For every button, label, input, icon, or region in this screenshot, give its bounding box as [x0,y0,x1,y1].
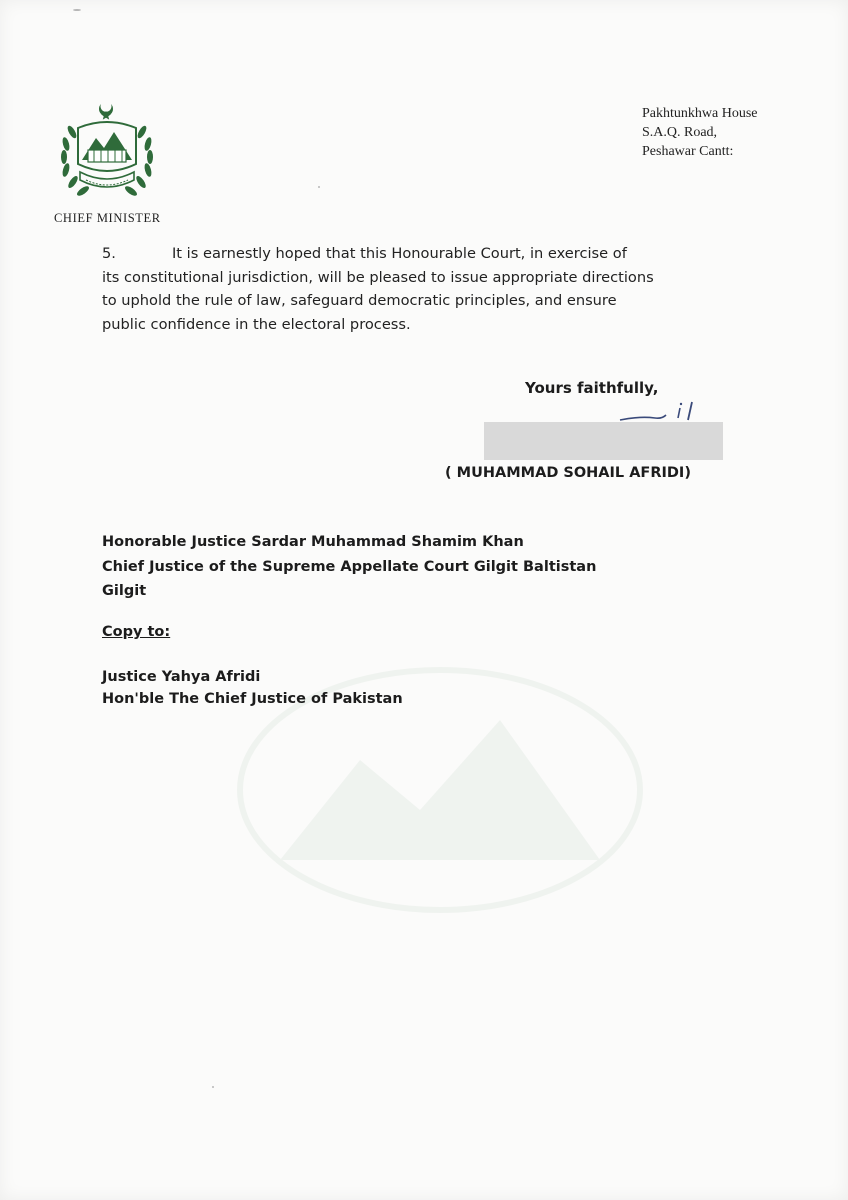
copy-recipient-line: Justice Yahya Afridi [102,669,261,685]
copy-recipient-block [102,666,403,710]
provincial-emblem-icon [52,98,162,208]
paragraph-line: its constitutional jurisdiction, will be pleased to issue appropriate directions [102,268,654,286]
addressee-block [102,530,596,604]
addressee-line: Chief Justice of the Supreme Appellate Court Gilgit Baltistan [102,558,597,575]
signer-name: ( MUHAMMAD SOHAIL AFRIDI) [445,465,691,481]
sender-address [642,104,758,161]
signature-redaction [484,422,723,460]
paragraph-line: 5. It is earnestly hoped that this Honourable Court, in exercise of [102,242,762,266]
paragraph-line: to uphold the rule of law, safeguard democratic principles, and ensure [102,292,617,309]
address-line: Pakhtunkhwa House [642,106,758,121]
closing-salutation: Yours faithfully, [525,379,659,397]
copy-to-heading: Copy to: [102,624,171,640]
scan-speck [73,9,81,11]
scan-speck [318,186,320,188]
addressee-line: Gilgit [102,583,147,599]
scan-speck [212,1086,214,1088]
address-line: Peshawar Cantt: [642,144,734,159]
addressee-line: Honorable Justice Sardar Muhammad Shamim Khan [102,534,524,550]
office-title: CHIEF MINISTER [54,211,161,225]
body-paragraph [102,242,762,336]
paragraph-line: public confidence in the electoral process. [102,315,411,333]
copy-recipient-line: Hon'ble The Chief Justice of Pakistan [102,691,403,707]
address-line: S.A.Q. Road, [642,125,718,140]
paragraph-number: 5. [102,245,116,262]
